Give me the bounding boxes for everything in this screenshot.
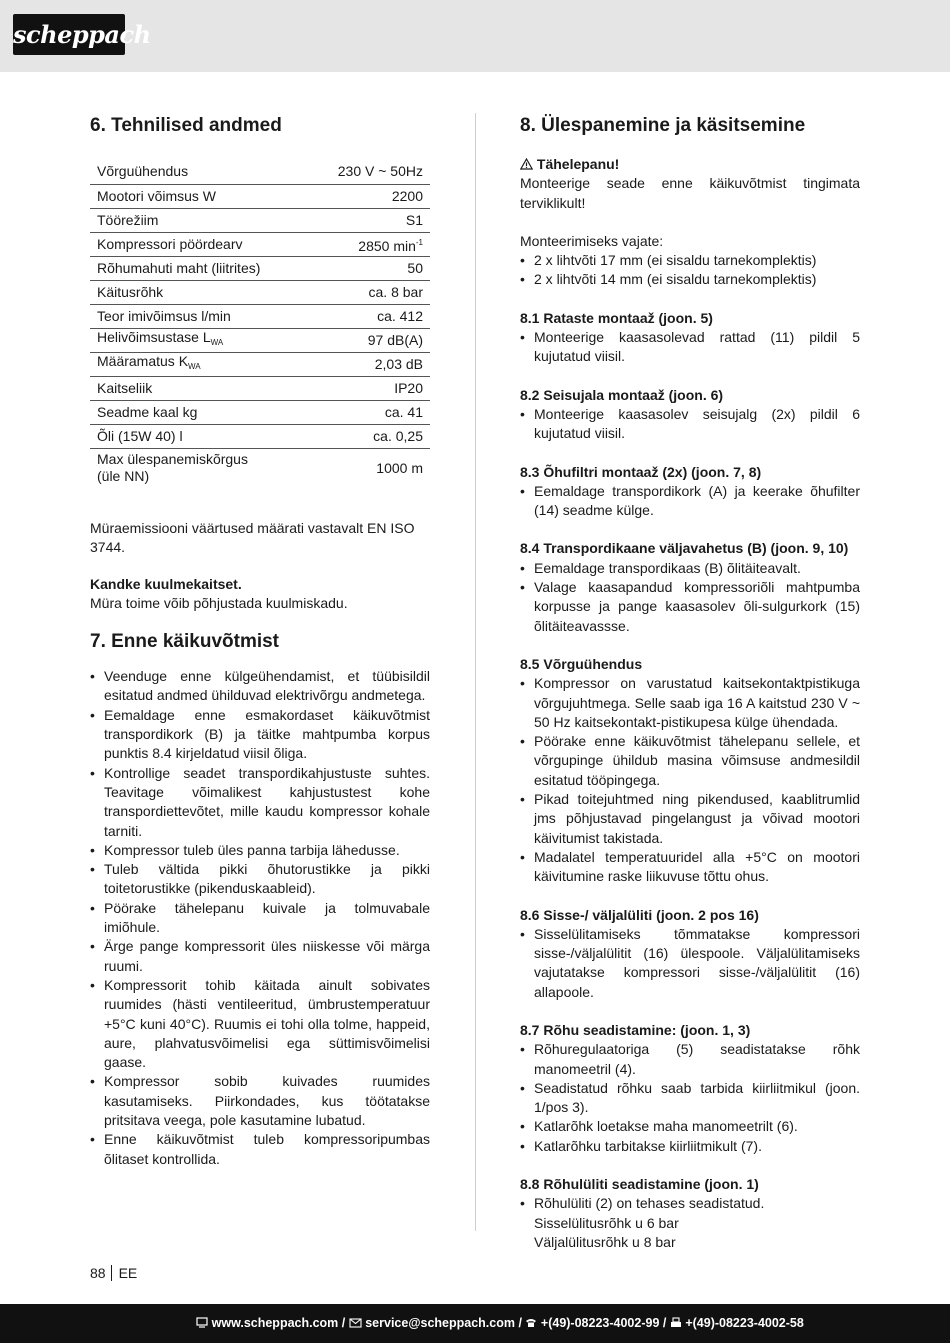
- contact-separator: /: [662, 1316, 670, 1330]
- spec-label-line2: (üle NN): [97, 468, 150, 485]
- phone-number[interactable]: +(49)-08223-4002-99: [540, 1316, 660, 1330]
- list-item: • Monteerige kaasasolevad rattad (11) pildil 5 kujutatud viisil.: [520, 328, 860, 367]
- column-divider: [475, 113, 476, 1231]
- spec-label: Võrguühendus: [90, 160, 308, 184]
- table-row: [90, 352, 430, 376]
- list-item: • Kompressor sobib kuivades ruumides kasutamiseks. Piirkondades, kus töötatakse pritsitava veega, pole kasutamine lubatud.: [90, 1072, 430, 1130]
- contact-separator: /: [341, 1316, 349, 1330]
- spec-value: 230 V ~ 50Hz: [308, 160, 430, 184]
- list-item: • Madalatel temperatuuridel alla +5°C on mootori käivitumine raske liikuvuse tõttu ohus.: [520, 848, 860, 887]
- subsection-list: [520, 1040, 860, 1156]
- brand-logo: scheppach: [13, 14, 125, 55]
- email-link[interactable]: service@scheppach.com: [365, 1316, 515, 1330]
- spec-label: Kaitseliik: [90, 376, 308, 400]
- left-column: [90, 113, 430, 1169]
- table-row: [90, 376, 430, 400]
- page-number: 88: [90, 1265, 106, 1281]
- section-6-title: 6. Tehnilised andmed: [90, 115, 282, 136]
- list-item: • 2 x lihtvõti 14 mm (ei sisaldu tarnekomplektis): [520, 270, 860, 289]
- table-row: [90, 400, 430, 424]
- spec-value: ca. 0,25: [308, 424, 430, 448]
- list-item: • Katlarõhku tarbitakse kiirliitmikult (7).: [520, 1137, 860, 1156]
- website-link[interactable]: www.scheppach.com: [211, 1316, 339, 1330]
- subsection-title: 8.5 Võrguühendus: [520, 655, 643, 672]
- spec-label: [90, 328, 308, 352]
- language-code: EE: [118, 1265, 138, 1281]
- list-item: • Eemaldage enne esmakordaset käikuvõtmist transpordikork (B) ja täitke mahtpumba korpus punktis 8.4 kirjeldatud viisil õliga.: [90, 706, 430, 764]
- subsection-list: [520, 405, 860, 444]
- subsection-title: 8.1 Rataste montaaž (joon. 5): [520, 309, 713, 326]
- section-7-title: 7. Enne käikuvõtmist: [90, 631, 280, 653]
- spec-label: Töörežiim: [90, 208, 308, 232]
- list-item: [520, 1194, 860, 1252]
- header-bar: [0, 0, 950, 72]
- list-item-line: Väljalülitusrõhk u 8 bar: [534, 1233, 676, 1250]
- table-row: [90, 448, 430, 488]
- subsection-title: 8.3 Õhufiltri montaaž (2x) (joon. 7, 8): [520, 463, 762, 480]
- spec-label-subscript: WA: [210, 338, 224, 347]
- subsection-list: [520, 482, 860, 521]
- table-row: [90, 232, 430, 256]
- subsection-list: [520, 1194, 860, 1252]
- spec-value: 97 dB(A): [308, 328, 430, 352]
- spec-value: ca. 412: [308, 304, 430, 328]
- spec-value: S1: [308, 208, 430, 232]
- subsection-title: 8.6 Sisse-/ väljalüliti (joon. 2 pos 16): [520, 906, 759, 923]
- list-item: • Pöörake tähelepanu kuivale ja tolmuvabale imiõhule.: [90, 899, 430, 938]
- list-item: • Monteerige kaasasolev seisujalg (2x) pildil 6 kujutatud viisil.: [520, 405, 860, 444]
- tools-list: [520, 251, 860, 290]
- spec-value: 1000 m: [376, 459, 423, 476]
- list-item: • Pikad toitejuhtmed ning pikendused, kaablitrumlid jms põhjustavad pingelangust ja võivad mootori käivitumist takistada.: [520, 790, 860, 848]
- list-item: • Pöörake enne käikuvõtmist tähelepanu sellele, et võrgupinge ühildub masina võimsuse andmesildil esitatud tööpingega.: [520, 732, 860, 790]
- fax-number[interactable]: +(49)-08223-4002-58: [685, 1316, 804, 1330]
- warning-title: Tähelepanu!: [536, 156, 620, 172]
- warning-heading: [520, 155, 860, 174]
- subsection-title: 8.8 Rõhulüliti seadistamine (joon. 1): [520, 1176, 759, 1193]
- table-row: [90, 280, 430, 304]
- list-item: • 2 x lihtvõti 17 mm (ei sisaldu tarnekomplektis): [520, 251, 860, 270]
- spec-label: [90, 448, 308, 488]
- noise-note: Müraemissiooni väärtused määrati vastavalt EN ISO 3744.: [90, 520, 415, 556]
- spec-label: Käitusrõhk: [90, 280, 308, 304]
- list-item: • Kompressor tuleb üles panna tarbija lähedusse.: [90, 841, 430, 860]
- spec-label: Seadme kaal kg: [90, 400, 308, 424]
- subsection-list: [520, 559, 860, 636]
- monitor-icon: [196, 1316, 208, 1330]
- spec-label-text: Määramatus K: [97, 353, 189, 369]
- contact-bar: [0, 1304, 950, 1343]
- list-item: • Enne käikuvõtmist tuleb kompressoripumbas õlitaset kontrollida.: [90, 1130, 430, 1169]
- spec-label-text: Max ülespanemiskõrgus: [97, 451, 248, 468]
- table-row: [90, 160, 430, 184]
- spec-label: Õli (15W 40) l: [90, 424, 308, 448]
- warning-text: Monteerige seade enne käikuvõtmist tingimata terviklikult!: [520, 175, 860, 211]
- table-row: [90, 328, 430, 352]
- list-item-line: Sisselülitusrõhk u 6 bar: [534, 1214, 679, 1231]
- spec-value: 2200: [308, 184, 430, 208]
- subsection-title: 8.2 Seisujala montaaž (joon. 6): [520, 386, 724, 403]
- list-item: • Katlarõhk loetakse maha manomeetrilt (6).: [520, 1117, 860, 1136]
- contact-separator: /: [518, 1316, 526, 1330]
- hearing-protection-title: Kandke kuulmekaitset.: [90, 575, 242, 592]
- spec-label-text: Helivõimsustase L: [97, 329, 211, 345]
- tools-intro: Monteerimiseks vajate:: [520, 232, 664, 249]
- subsection-title: 8.7 Rõhu seadistamine: (joon. 1, 3): [520, 1021, 751, 1038]
- spec-label: [90, 352, 308, 376]
- spec-label: Rõhumahuti maht (liitrites): [90, 256, 308, 280]
- list-item: • Rõhuregulaatoriga (5) seadistatakse rõhk manomeetril (4).: [520, 1040, 860, 1079]
- list-item: • Veenduge enne külgeühendamist, et tüübisildil esitatud andmed ühilduvad elektrivõrgu andmetega.: [90, 667, 430, 706]
- spec-value-text: 2850 min: [358, 237, 416, 254]
- spec-value: ca. 8 bar: [308, 280, 430, 304]
- subsection-list: [520, 925, 860, 1002]
- subsection-list: [520, 328, 860, 367]
- spec-label-subscript: WA: [188, 362, 201, 371]
- spec-value: ca. 41: [308, 400, 430, 424]
- list-item: • Eemaldage transpordikaas (B) õlitäiteavalt.: [520, 559, 860, 578]
- table-row: [90, 256, 430, 280]
- list-item: • Tuleb vältida pikki õhutorustikke ja pikki toitetorustikke (pikenduskaableid).: [90, 860, 430, 899]
- subsection-list: [520, 674, 860, 886]
- table-row: [90, 208, 430, 232]
- hearing-protection-text: Müra toime võib põhjustada kuulmiskadu.: [90, 594, 348, 611]
- spec-value: 50: [308, 256, 430, 280]
- spec-label: Teor imivõimsus l/min: [90, 304, 308, 328]
- list-item: • Valage kaasapandud kompressoriõli mahtpumba korpusse ja pange kaasasolev õli-sulgurkork (15) õlitäiteavassse.: [520, 578, 860, 636]
- section-7-list: [90, 667, 430, 1169]
- section-8-title: 8. Ülespanemine ja käsitsemine: [520, 115, 806, 136]
- spec-value: [308, 232, 430, 256]
- page-footer: [90, 1264, 137, 1283]
- table-row: [90, 424, 430, 448]
- list-item: • Sisselülitamiseks tõmmatakse kompressori sisse-/väljalülitit (16) ülespoole. Väljalülitamiseks vajutatakse kompressori sisse-/väljalülitit (16) allapoole.: [520, 925, 860, 1002]
- phone-icon: [525, 1316, 537, 1330]
- table-row: [90, 304, 430, 328]
- email-icon: [349, 1316, 362, 1330]
- spec-label: Kompressori pöördearv: [90, 232, 308, 256]
- list-item: • Ärge pange kompressorit üles niiskesse või märga ruumi.: [90, 937, 430, 976]
- list-item: • Seadistatud rõhku saab tarbida kiirliitmikul (joon. 1/pos 3).: [520, 1079, 860, 1118]
- subsection-title: 8.4 Transpordikaane väljavahetus (B) (joon. 9, 10): [520, 540, 849, 557]
- spec-value: IP20: [308, 376, 430, 400]
- footer-separator: [111, 1265, 112, 1281]
- spec-label: Mootori võimsus W: [90, 184, 308, 208]
- spec-value-superscript: -1: [415, 237, 423, 247]
- list-item: • Kontrollige seadet transpordikahjustuste suhtes. Teavitage võimalikest kahjustustest kohe transpordiettevõtet, mille kaudu kompressor kohale tarniti.: [90, 764, 430, 841]
- warning-triangle-icon: [520, 156, 533, 172]
- table-row: [90, 184, 430, 208]
- right-column: [520, 113, 860, 1252]
- list-item: • Kompressorit tohib käitada ainult sobivates ruumides (hästi ventileeritud, ümbrustemperatuur +5°C kuni 40°C). Ruumis ei tohi olla tolme, happeid, aure, plahvatusvõimelisi ega süttimisvõimelisi gaase.: [90, 976, 430, 1072]
- fax-icon: [670, 1316, 682, 1330]
- spec-value: 2,03 dB: [308, 352, 430, 376]
- list-item: • Eemaldage transpordikork (A) ja keerake õhufilter (14) seadme külge.: [520, 482, 860, 521]
- list-item: • Kompressor on varustatud kaitsekontaktpistikuga võrgujuhtmega. Selle saab iga 16 A kaitstud 230 V ~ 50 Hz kaitsekontakt-pistikupesa külge ühendada.: [520, 674, 860, 732]
- specs-table: [90, 160, 430, 488]
- list-item-line: Rõhulüliti (2) on tehases seadistatud.: [534, 1195, 765, 1212]
